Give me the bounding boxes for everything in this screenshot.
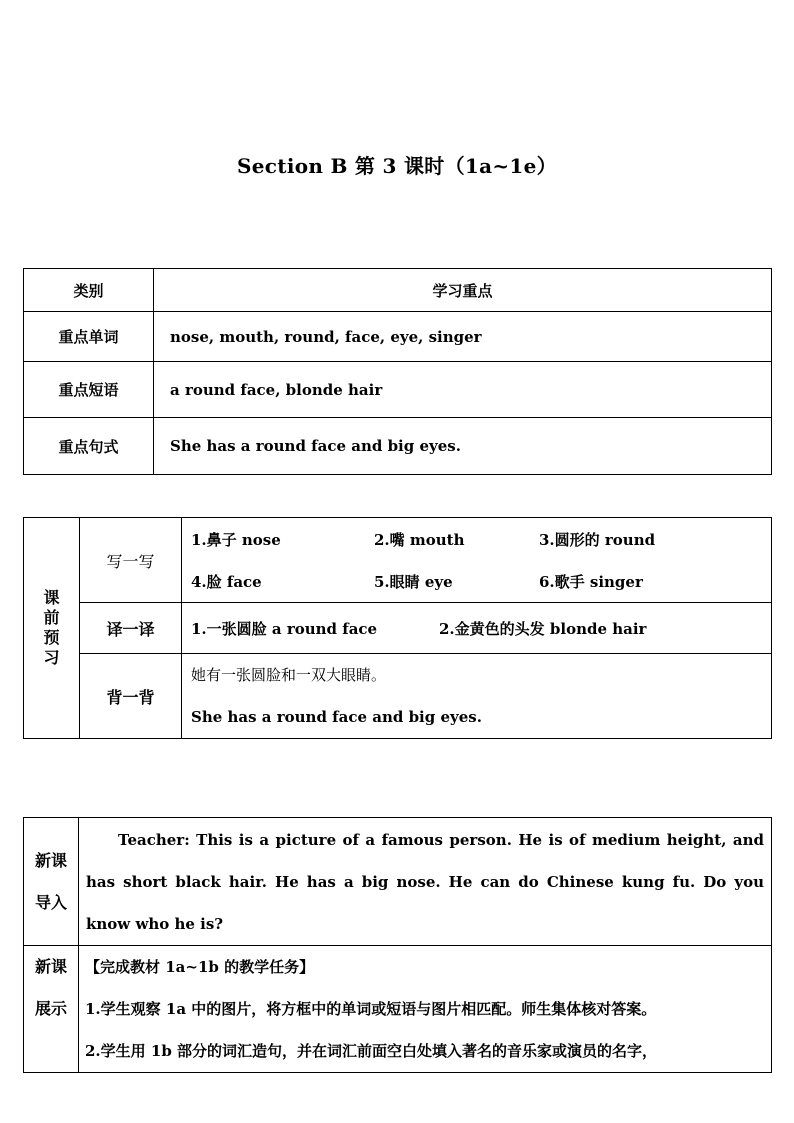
intro-text: Teacher: This is a picture of a famous person. He is of medium height, and has short black hair. He has a big nose. He can do Chinese kung fu. Do you know who he is?	[79, 818, 772, 946]
table-row	[24, 654, 772, 739]
row-label-words: 重点单词	[24, 312, 154, 362]
show-text: 【完成教材 1a~1b 的教学任务】 1.学生观察 1a 中的图片，将方框中的单词或短语与图片相匹配。师生集体核对答案。 2.学生用 1b 部分的词汇造句，并在词汇前面空白处填入著名的音乐家或演员的名字，	[79, 946, 772, 1073]
translate-label: 译一译	[80, 603, 182, 654]
preview-table	[23, 517, 772, 739]
header-category: 类别	[24, 269, 154, 312]
key-points-table	[23, 268, 772, 475]
table-header-row	[24, 269, 772, 312]
recite-label: 背一背	[80, 654, 182, 739]
list-item: 4.脸 face 5.眼睛 eye 6.歌手 singer	[191, 572, 643, 591]
row-value-phrases: a round face, blonde hair	[154, 362, 772, 418]
preview-side-label: 课 前 预 习	[24, 518, 80, 739]
page-title: Section B 第 3 课时（1a~1e）	[237, 154, 557, 178]
table-row	[24, 603, 772, 654]
write-label: 写一写	[80, 518, 182, 603]
table-row	[24, 946, 772, 1073]
recite-text: 她有一张圆脸和一双大眼睛。 She has a round face and big eyes.	[182, 654, 772, 739]
lesson-table	[23, 817, 772, 1073]
table-row	[24, 418, 772, 475]
list-item: 1.鼻子 nose 2.嘴 mouth 3.圆形的 round	[191, 530, 656, 549]
table-row	[24, 518, 772, 603]
translate-items: 1.一张圆脸 a round face 2.金黄色的头发 blonde hair	[182, 603, 772, 654]
table-row	[24, 312, 772, 362]
row-label-sentence: 重点句式	[24, 418, 154, 475]
show-label: 新课 展示	[24, 946, 79, 1073]
row-value-sentence: She has a round face and big eyes.	[154, 418, 772, 475]
write-items	[182, 518, 772, 603]
intro-label: 新课 导入	[24, 818, 79, 946]
row-label-phrases: 重点短语	[24, 362, 154, 418]
row-value-words: nose, mouth, round, face, eye, singer	[154, 312, 772, 362]
table-row	[24, 818, 772, 946]
table-row	[24, 362, 772, 418]
header-focus: 学习重点	[154, 269, 772, 312]
